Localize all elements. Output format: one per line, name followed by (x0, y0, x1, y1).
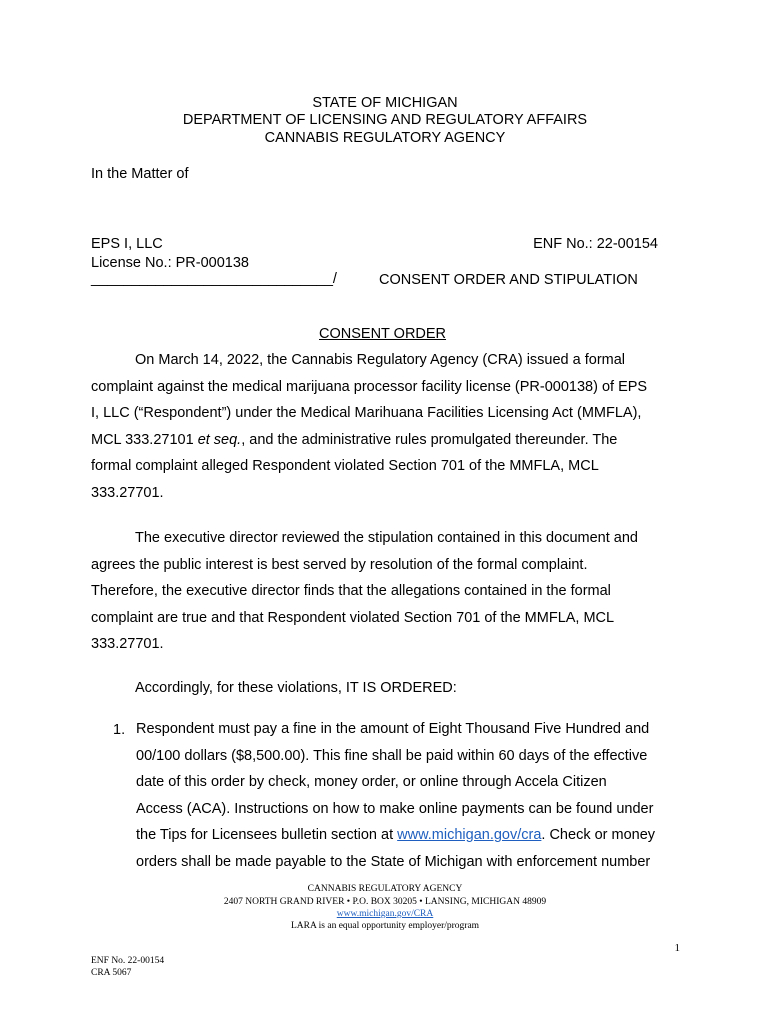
citation-text: MCL 333.27101 (91, 431, 194, 448)
item1-line: orders shall be made payable to the State of Michigan with enforcement number (136, 853, 651, 870)
respondent-name: EPS I, LLC (91, 236, 163, 252)
et-seq-text: et seq. (197, 431, 242, 448)
caption-rule: ______________________________/ (91, 271, 337, 287)
enf-number: ENF No.: 22-00154 (533, 236, 658, 252)
item-1-number: 1. (113, 722, 126, 738)
para1-line: complaint against the medical marijuana processor facility license (PR-000138) of EPS (91, 378, 648, 395)
paragraph-1 (91, 347, 691, 506)
paragraph-2 (91, 525, 691, 658)
item1-line: Access (ACA). Instructions on how to make online payments can be found under (136, 800, 654, 817)
item1-link-tail: . Check or money (541, 827, 656, 843)
cra-website-link[interactable]: www.michigan.gov/cra (397, 827, 542, 843)
item1-line-link (136, 822, 696, 849)
para1-line: formal complaint alleged Respondent violated Section 701 of the MMFLA, MCL (91, 458, 599, 474)
item1-line: 00/100 dollars ($8,500.00). This fine shall be paid within 60 days of the effective (136, 747, 648, 764)
item-1-text (136, 716, 696, 875)
para1-line: I, LLC (“Respondent”) under the Medical Marihuana Facilities Licensing Act (MMFLA), (91, 405, 642, 421)
para2-line: complaint are true and that Respondent violated Section 701 of the MMFLA, MCL (91, 609, 615, 626)
para2-line: Therefore, the executive director finds that the allegations contained in the formal (91, 583, 611, 599)
item1-link-lead: the Tips for Licensees bulletin section at (136, 827, 394, 843)
document-title: CONSENT ORDER AND STIPULATION (379, 272, 638, 288)
header-state: STATE OF MICHIGAN (312, 95, 458, 111)
header-department: DEPARTMENT OF LICENSING AND REGULATORY AFFAIRS (182, 112, 588, 128)
citation-tail: , and the administrative rules promulgated thereunder. The (241, 431, 618, 448)
item1-line: date of this order by check, money order, or online through Accela Citizen (136, 774, 607, 790)
section-title: CONSENT ORDER (319, 326, 447, 342)
license-number: License No.: PR-000138 (91, 255, 249, 271)
header-agency: CANNABIS REGULATORY AGENCY (264, 130, 506, 146)
footer-enf-number: ENF No. 22-00154 (91, 956, 165, 966)
para2-line: The executive director reviewed the stipulation contained in this document and (135, 530, 638, 546)
footer-website-link[interactable]: www.michigan.gov/CRA (336, 909, 434, 919)
para2-line: 333.27701. (91, 636, 164, 652)
page-number: 1 (674, 942, 680, 954)
para1-line: 333.27701. (91, 484, 164, 501)
item1-line: Respondent must pay a fine in the amount of Eight Thousand Five Hundred and (136, 721, 650, 737)
matter-intro: In the Matter of (91, 166, 189, 182)
footer-form-number: CRA 5067 (91, 968, 132, 978)
footer-website-row (0, 908, 770, 920)
paragraph-3: Accordingly, for these violations, IT IS ORDERED: (135, 680, 457, 696)
footer-address: 2407 NORTH GRAND RIVER • P.O. BOX 30205 • LANSING, MICHIGAN 48909 (223, 897, 547, 907)
para2-line: agrees the public interest is best served by resolution of the formal complaint. (91, 556, 588, 573)
para1-line-citation (91, 427, 691, 454)
footer-equal-opportunity: LARA is an equal opportunity employer/program (290, 921, 480, 931)
para1-line: On March 14, 2022, the Cannabis Regulatory Agency (CRA) issued a formal (135, 352, 626, 368)
footer-agency: CANNABIS REGULATORY AGENCY (307, 884, 463, 894)
